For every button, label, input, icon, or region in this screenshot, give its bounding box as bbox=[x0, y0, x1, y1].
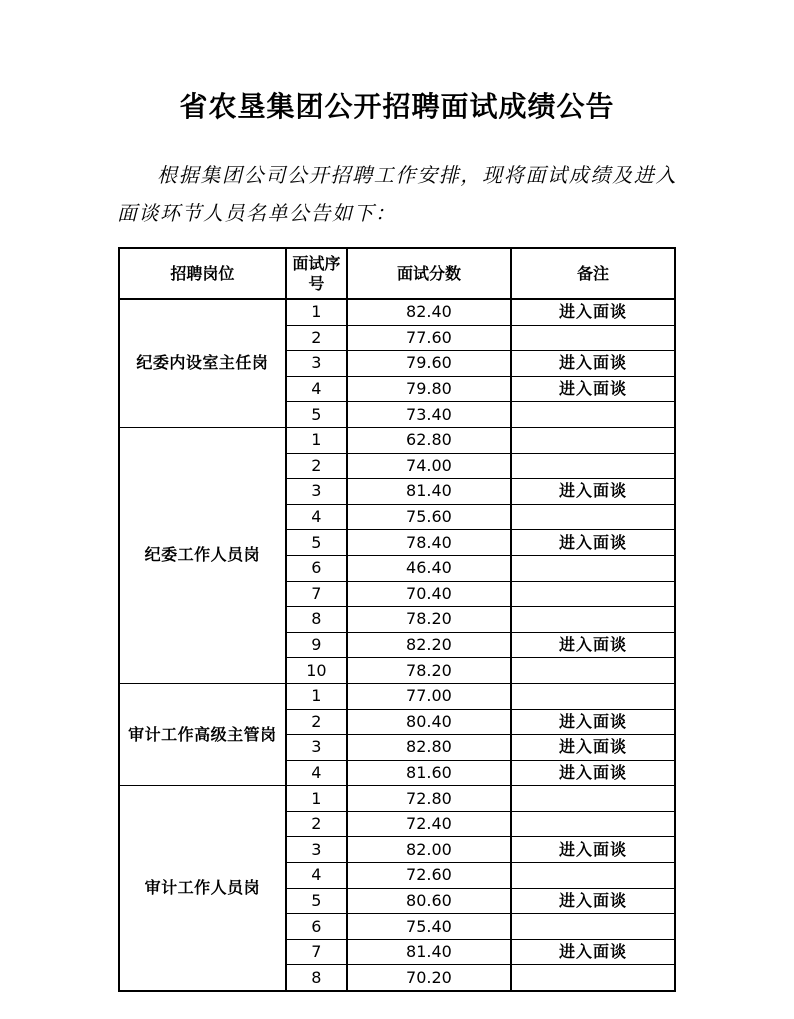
score-cell: 46.40 bbox=[347, 555, 511, 581]
interview-results-table bbox=[118, 247, 676, 992]
score-cell: 77.00 bbox=[347, 683, 511, 709]
score-cell: 62.80 bbox=[347, 427, 511, 453]
score-cell: 72.80 bbox=[347, 786, 511, 812]
table-row bbox=[119, 683, 675, 709]
sequence-cell: 2 bbox=[286, 811, 347, 837]
sequence-cell: 9 bbox=[286, 632, 347, 658]
remark-cell bbox=[511, 504, 675, 530]
remark-cell bbox=[511, 453, 675, 479]
score-cell: 77.60 bbox=[347, 325, 511, 351]
score-cell: 82.40 bbox=[347, 299, 511, 325]
table-header-row bbox=[119, 248, 675, 299]
sequence-cell: 2 bbox=[286, 453, 347, 479]
header-cell-sequence: 面试序号 bbox=[286, 248, 347, 299]
intro-paragraph: 根据集团公司公开招聘工作安排，现将面试成绩及进入面谈环节人员名单公告如下： bbox=[117, 163, 677, 225]
sequence-cell: 3 bbox=[286, 837, 347, 863]
table-row bbox=[119, 786, 675, 812]
score-cell: 80.60 bbox=[347, 888, 511, 914]
score-cell: 75.60 bbox=[347, 504, 511, 530]
remark-cell bbox=[511, 555, 675, 581]
header-cell-remark: 备注 bbox=[511, 248, 675, 299]
remark-cell bbox=[511, 863, 675, 889]
score-cell: 81.60 bbox=[347, 760, 511, 786]
score-cell: 70.20 bbox=[347, 965, 511, 991]
remark-cell: 进入面谈 bbox=[511, 837, 675, 863]
remark-cell bbox=[511, 914, 675, 940]
score-cell: 78.40 bbox=[347, 530, 511, 556]
score-cell: 73.40 bbox=[347, 402, 511, 428]
score-cell: 78.20 bbox=[347, 607, 511, 633]
remark-cell: 进入面谈 bbox=[511, 530, 675, 556]
sequence-cell: 7 bbox=[286, 581, 347, 607]
sequence-cell: 5 bbox=[286, 402, 347, 428]
sequence-cell: 3 bbox=[286, 479, 347, 505]
remark-cell bbox=[511, 811, 675, 837]
remark-cell bbox=[511, 427, 675, 453]
sequence-cell: 6 bbox=[286, 555, 347, 581]
sequence-cell: 6 bbox=[286, 914, 347, 940]
table-row bbox=[119, 427, 675, 453]
sequence-cell: 2 bbox=[286, 709, 347, 735]
sequence-cell: 1 bbox=[286, 786, 347, 812]
sequence-cell: 5 bbox=[286, 530, 347, 556]
document-title: 省农垦集团公开招聘面试成绩公告 bbox=[179, 90, 615, 123]
sequence-cell: 3 bbox=[286, 351, 347, 377]
remark-cell: 进入面谈 bbox=[511, 299, 675, 325]
score-cell: 81.40 bbox=[347, 479, 511, 505]
table-body bbox=[119, 299, 675, 991]
remark-cell: 进入面谈 bbox=[511, 939, 675, 965]
remark-cell: 进入面谈 bbox=[511, 632, 675, 658]
remark-cell bbox=[511, 325, 675, 351]
remark-cell bbox=[511, 683, 675, 709]
remark-cell: 进入面谈 bbox=[511, 709, 675, 735]
sequence-cell: 2 bbox=[286, 325, 347, 351]
remark-cell bbox=[511, 658, 675, 684]
position-cell: 纪委工作人员岗 bbox=[119, 427, 286, 683]
remark-cell bbox=[511, 402, 675, 428]
sequence-cell: 8 bbox=[286, 965, 347, 991]
remark-cell: 进入面谈 bbox=[511, 376, 675, 402]
remark-cell: 进入面谈 bbox=[511, 735, 675, 761]
remark-cell: 进入面谈 bbox=[511, 351, 675, 377]
sequence-cell: 4 bbox=[286, 376, 347, 402]
score-cell: 72.40 bbox=[347, 811, 511, 837]
position-cell: 审计工作人员岗 bbox=[119, 786, 286, 991]
sequence-cell: 4 bbox=[286, 760, 347, 786]
header-cell-position: 招聘岗位 bbox=[119, 248, 286, 299]
position-cell: 审计工作高级主管岗 bbox=[119, 683, 286, 785]
remark-cell bbox=[511, 581, 675, 607]
remark-cell: 进入面谈 bbox=[511, 888, 675, 914]
remark-cell bbox=[511, 607, 675, 633]
sequence-cell: 4 bbox=[286, 863, 347, 889]
score-cell: 75.40 bbox=[347, 914, 511, 940]
score-cell: 74.00 bbox=[347, 453, 511, 479]
sequence-cell: 8 bbox=[286, 607, 347, 633]
sequence-cell: 3 bbox=[286, 735, 347, 761]
remark-cell: 进入面谈 bbox=[511, 479, 675, 505]
score-cell: 82.20 bbox=[347, 632, 511, 658]
remark-cell: 进入面谈 bbox=[511, 760, 675, 786]
score-cell: 79.60 bbox=[347, 351, 511, 377]
score-cell: 80.40 bbox=[347, 709, 511, 735]
table-row bbox=[119, 299, 675, 325]
sequence-cell: 10 bbox=[286, 658, 347, 684]
score-cell: 81.40 bbox=[347, 939, 511, 965]
score-cell: 82.00 bbox=[347, 837, 511, 863]
header-cell-score: 面试分数 bbox=[347, 248, 511, 299]
position-cell: 纪委内设室主任岗 bbox=[119, 299, 286, 427]
sequence-cell: 1 bbox=[286, 427, 347, 453]
remark-cell bbox=[511, 965, 675, 991]
score-cell: 78.20 bbox=[347, 658, 511, 684]
score-cell: 72.60 bbox=[347, 863, 511, 889]
sequence-cell: 5 bbox=[286, 888, 347, 914]
score-cell: 79.80 bbox=[347, 376, 511, 402]
score-cell: 70.40 bbox=[347, 581, 511, 607]
score-cell: 82.80 bbox=[347, 735, 511, 761]
remark-cell bbox=[511, 786, 675, 812]
sequence-cell: 7 bbox=[286, 939, 347, 965]
sequence-cell: 1 bbox=[286, 683, 347, 709]
sequence-cell: 1 bbox=[286, 299, 347, 325]
sequence-cell: 4 bbox=[286, 504, 347, 530]
